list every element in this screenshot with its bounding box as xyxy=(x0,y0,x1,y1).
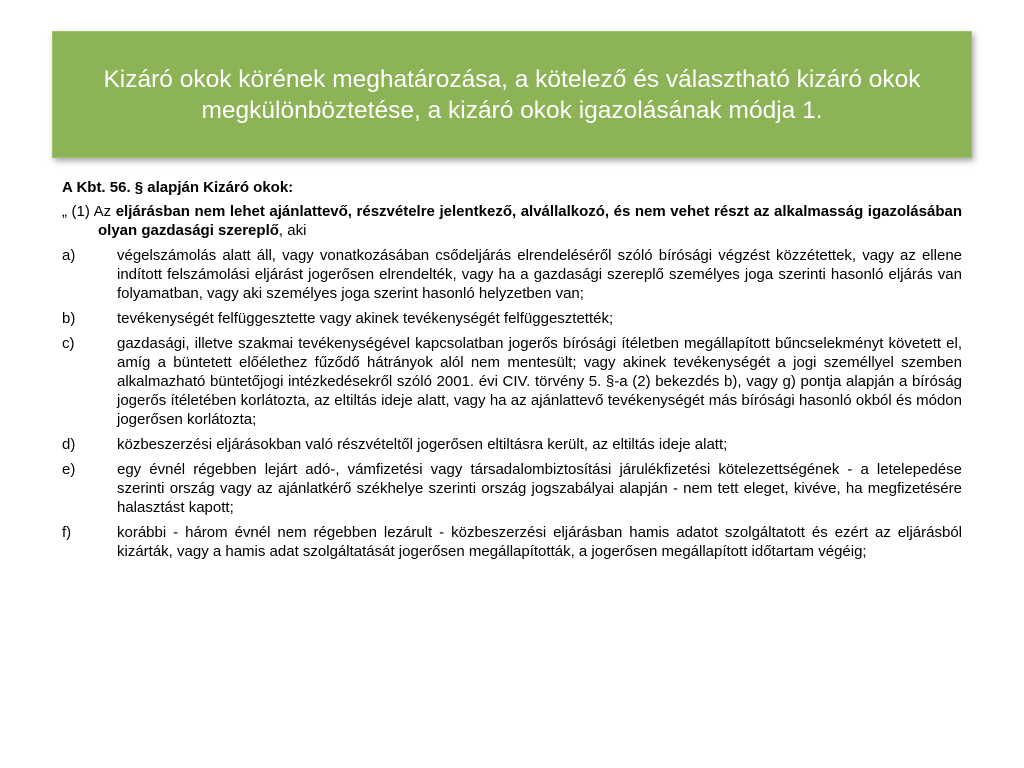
slide-title: Kizáró okok körének meghatározása, a kötelező és választható kizáró okok megkülönböztetése, a kizáró okok igazolásának módja 1. xyxy=(103,65,921,124)
list-item-label: f) xyxy=(62,524,72,541)
list-item-text: egy évnél régebben lejárt adó-, vámfizetési vagy társadalombiztosítási járulékfizetési kötelezettségének - a letelepedése szerinti ország vagy az ajánlatkérő székhelye szerinti ország jogszabályai alapján - nem tett eleget, kivéve, ha megfizetésére halasztást kapott; xyxy=(117,461,962,516)
list-item-c xyxy=(62,334,962,429)
list-item-label: e) xyxy=(62,461,76,478)
list-item-e xyxy=(62,460,962,517)
section-heading: A Kbt. 56. § alapján Kizáró okok: xyxy=(62,179,294,196)
intro-prefix: „ (1) Az xyxy=(62,203,116,220)
list-item-text: végelszámolás alatt áll, vagy vonatkozásában csődeljárás elrendeléséről szóló bírósági végzést közzétettek, vagy az ellene indított felszámolási eljárást jogerősen elrendelték, vagy ha a gazdasági szereplő személyes joga szerinti hasonló eljárás van folyamatban, vagy aki személyes joga szerint hasonló helyzetben van; xyxy=(117,247,962,302)
list-item-label: d) xyxy=(62,436,76,453)
intro-suffix: , aki xyxy=(278,222,307,239)
list-item-text: korábbi - három évnél nem régebben lezárult - közbeszerzési eljárásban hamis adatot szolgáltatott és ezért az eljárásból kizárták, vagy a hamis adat szolgáltatását jogerősen megállapították, a jogerősen megállapított időtartam végéig; xyxy=(117,524,962,560)
list-item-label: b) xyxy=(62,310,76,327)
list-item-text: tevékenységét felfüggesztette vagy akinek tevékenységét felfüggesztették; xyxy=(117,310,614,327)
intro-paragraph xyxy=(62,202,962,240)
list-item-label: c) xyxy=(62,335,75,352)
list-item-text: közbeszerzési eljárásokban való részvételtől jogerősen eltiltásra került, az eltiltás ideje alatt; xyxy=(117,436,728,453)
list-item-f xyxy=(62,523,962,561)
list-item-a xyxy=(62,246,962,303)
list-item-b xyxy=(62,309,962,328)
intro-bold: eljárásban nem lehet ajánlattevő, részvételre jelentkező, alvállalkozó, és nem vehet részt az alkalmasság igazolásában olyan gazdasági szereplő xyxy=(98,203,962,239)
slide-title-box xyxy=(52,31,972,158)
list-item-d xyxy=(62,435,962,454)
list-item-label: a) xyxy=(62,247,76,264)
slide-content xyxy=(62,178,962,567)
list-item-text: gazdasági, illetve szakmai tevékenységével kapcsolatban jogerős bírósági ítéletben megállapított bűncselekményt követett el, amíg a büntetett előélethez fűződő hátrányok alól nem mentesült; vagy akinek tevékenységét a jogi személlyel szemben alkalmazható büntetőjogi intézkedésekről szóló 2001. évi CIV. törvény 5. §-a (2) bekezdés b), vagy g) pontja alapján a bíróság jogerős ítéletében korlátozta, az eltiltás ideje alatt, vagy ha az ajánlattevő tevékenységét más bírósági hasonló okból és módon jogerősen korlátozta; xyxy=(117,335,962,428)
